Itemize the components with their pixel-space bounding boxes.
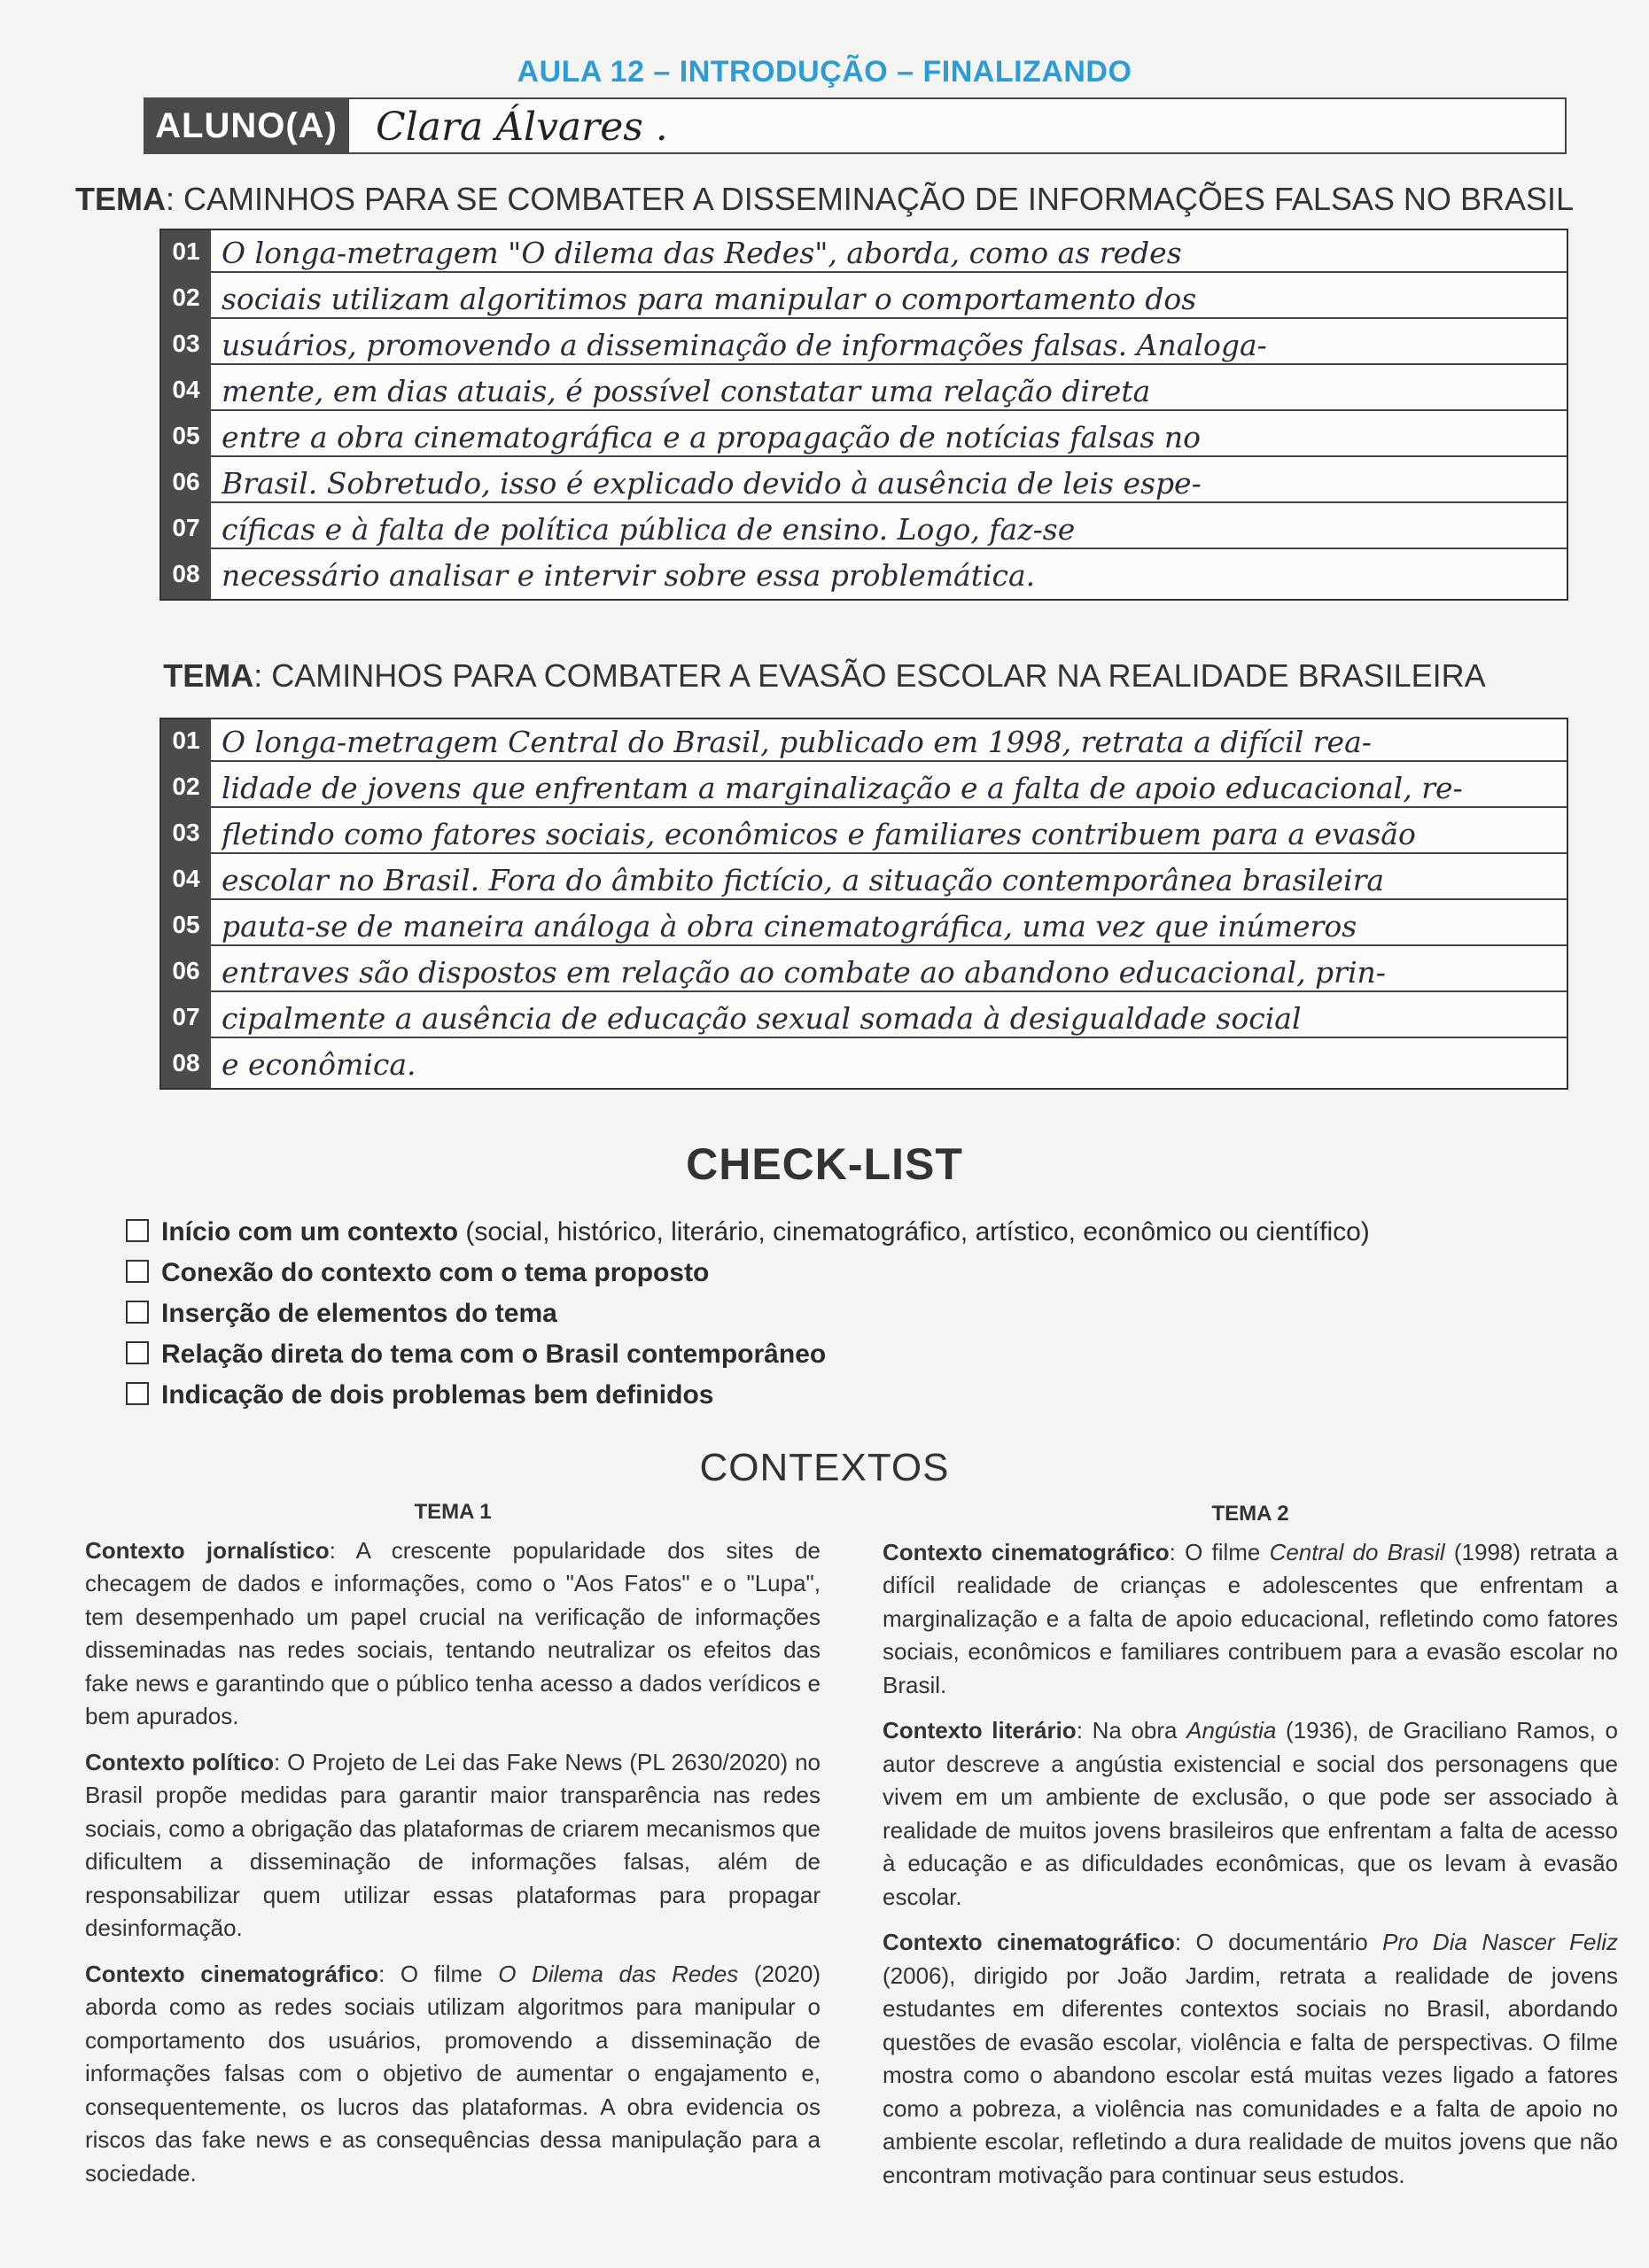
essay1-answer-box [159,229,1568,601]
handwritten-line: lidade de jovens que enfrentam a marginalização e a falta de apoio educacional, re- [222,771,1463,805]
handwritten-line: usuários, promovendo a disseminação de informações falsas. Analoga- [222,328,1267,362]
tema-label: TEMA [74,181,166,217]
handwritten-line: cíficas e à falta de política pública de ensino. Logo, faz-se [222,512,1076,547]
page-title: AULA 12 – INTRODUÇÃO – FINALIZANDO [517,55,1132,89]
checklist-item[interactable] [126,1340,826,1370]
context-label: Contexto político [85,1748,274,1775]
tema1-title: TEMA 1 [414,1500,492,1524]
handwritten-line: fletindo como fatores sociais, econômicos e familiares contribuem para a evasão [222,817,1416,851]
checkbox-icon[interactable] [126,1301,149,1324]
handwritten-line: necessário analisar e intervir sobre essa problemática. [222,558,1036,593]
student-name: Clara Álvares . [376,105,668,150]
checklist-item-label: Início com um contexto [161,1217,459,1247]
line-number: 03 [172,819,200,846]
handwritten-line: O longa-metragem "O dilema das Redes", aborda, como as redes [222,236,1182,270]
tema2-title: TEMA 2 [1211,1502,1289,1526]
context-paragraph: Contexto cinematográfico: O filme O Dilema das Redes (2020) aborda como as redes sociais utilizam algoritmos para manipular o comportamento dos usuários, promovendo a disseminação de informações falsas com o objetivo de aumentar o engajamento e, consequentemente, os lucros das plataformas. A obra evidencia os riscos das fake news e as consequências dessa manipulação para a sociedade. [85,1960,821,2186]
context-paragraph: Contexto cinematográfico: O documentário Pro Dia Nascer Feliz (2006), dirigido por João Jardim, retrata a realidade de jovens estudantes em diferentes contextos sociais no Brasil, abordando questões de evasão escolar, violência e falta de perspectivas. O filme mostra como o abandono escolar está muitas vezes ligado a fatores como a pobreza, a violência nas comunidades e a falta de apoio no ambiente escolar, refletindo a dura realidade de muitos jovens que não encontram motivação para continuar seus estudos. [883,1929,1618,2188]
checkbox-icon[interactable] [126,1219,149,1242]
handwritten-line: entre a obra cinematográfica e a propagação de notícias falsas no [222,420,1201,454]
checklist-item-label: Indicação de dois problemas bem definidos [161,1380,714,1410]
checkbox-icon[interactable] [126,1341,149,1364]
line-number: 04 [172,865,200,892]
checkbox-icon[interactable] [126,1382,149,1405]
checklist-item[interactable] [126,1380,713,1410]
context-paragraph: Contexto político: O Projeto de Lei das Fake News (PL 2630/2020) no Brasil propõe medidas para garantir maior transparência nas redes sociais, como a obrigação das plataformas de criarem mecanismos que dificultem a disseminação de informações falsas, além de responsabilizar quem utilizar essas plataformas para propagar desinformação. [85,1748,821,1941]
tema2-column [883,1497,1618,2204]
checklist-title: CHECK-LIST [686,1139,963,1189]
handwritten-line: mente, em dias atuais, é possível constatar uma relação direta [222,374,1151,408]
line-number: 01 [172,726,200,754]
context-label: Contexto cinematográfico [883,1929,1175,1955]
handwritten-line: Brasil. Sobretudo, isso é explicado devido à ausência de leis espe- [222,466,1202,501]
line-number: 02 [172,773,200,800]
student-label: ALUNO(A) [144,97,349,154]
work-title: Pro Dia Nascer Feliz [1382,1929,1618,1955]
work-title: Central do Brasil [1269,1538,1445,1565]
tema-label: TEMA [163,657,254,694]
context-label: Contexto cinematográfico [883,1538,1170,1565]
handwritten-line: e econômica. [222,1047,416,1082]
handwritten-line: sociais utilizam algoritimos para manipular o comportamento dos [222,282,1197,316]
line-number: 05 [172,422,200,449]
line-number: 01 [172,237,200,265]
essay1-tema-heading [0,181,1649,218]
line-number: 07 [172,514,200,541]
line-number: 08 [172,1049,200,1076]
checklist-item[interactable] [126,1217,1370,1247]
context-label: Contexto cinematográfico [85,1960,379,1987]
checklist-item-detail: (social, histórico, literário, cinematográfico, artístico, econômico ou científico) [458,1217,1370,1247]
line-number: 06 [172,468,200,495]
context-paragraph: Contexto cinematográfico: O filme Central do Brasil (1998) retrata a difícil realidade de crianças e adolescentes que enfrentam a marginalização e a falta de apoio educacional, refletindo como fatores sociais, econômicos e familiares contribuem para a evasão escolar no Brasil. [883,1538,1618,1698]
handwritten-line: O longa-metragem Central do Brasil, publicado em 1998, retrata a difícil rea- [222,725,1372,759]
handwritten-line: cipalmente a ausência de educação sexual somada à desigualdade social [222,1001,1302,1036]
student-name-field [349,97,1567,154]
checklist-item[interactable] [126,1299,557,1329]
tema-text: : CAMINHOS PARA COMBATER A EVASÃO ESCOLAR NA REALIDADE BRASILEIRA [253,657,1486,694]
line-number: 02 [172,284,200,311]
handwritten-line: escolar no Brasil. Fora do âmbito fictício, a situação contemporânea brasileira [222,863,1385,897]
line-number-column [161,230,211,599]
checklist-item[interactable] [126,1258,709,1288]
checklist-item-label: Inserção de elementos do tema [161,1299,557,1328]
line-number: 05 [172,911,200,938]
checkbox-icon[interactable] [126,1260,149,1283]
student-row [144,97,1567,154]
tema1-column [85,1495,821,2202]
line-number: 03 [172,330,200,357]
context-label: Contexto jornalístico [85,1536,330,1564]
essay2-tema-heading [0,657,1649,695]
tema-text: : CAMINHOS PARA SE COMBATER A DISSEMINAÇÃO DE INFORMAÇÕES FALSAS NO BRASIL [165,181,1574,217]
contextos-title: CONTEXTOS [699,1446,950,1489]
handwritten-line: entraves são dispostos em relação ao combate ao abandono educacional, prin- [222,955,1386,990]
context-paragraph: Contexto literário: Na obra Angústia (1936), de Graciliano Ramos, o autor descreve a angústia existencial e social dos personagens que vivem em um ambiente de exclusão, o que pode ser associado à realidade de muitos jovens brasileiros que enfrentam a falta de acesso à educação e as dificuldades econômicas, que os levam à evasão escolar. [883,1717,1619,1910]
line-number-column [161,719,211,1088]
work-title: O Dilema das Redes [498,1960,739,1987]
essay2-answer-box [159,718,1568,1090]
context-label: Contexto literário [883,1717,1077,1744]
line-number: 07 [172,1003,200,1030]
line-number: 08 [172,560,200,587]
work-title: Angústia [1186,1717,1277,1744]
context-paragraph: Contexto jornalístico: A crescente popularidade dos sites de checagem de dados e informações, como o "Aos Fatos" e o "Lupa", tem desempenhado um papel crucial na verificação de informações disseminadas nas redes sociais, tentando neutralizar os efeitos das fake news e garantindo que o público tenha acesso a dados verídicos e bem apurados. [85,1536,821,1729]
checklist-item-label: Relação direta do tema com o Brasil contemporâneo [161,1340,827,1369]
line-number: 04 [172,376,200,403]
handwritten-line: pauta-se de maneira análoga à obra cinematográfica, uma vez que inúmeros [222,909,1357,944]
checklist-item-label: Conexão do contexto com o tema proposto [161,1258,710,1287]
line-number: 06 [172,957,200,984]
